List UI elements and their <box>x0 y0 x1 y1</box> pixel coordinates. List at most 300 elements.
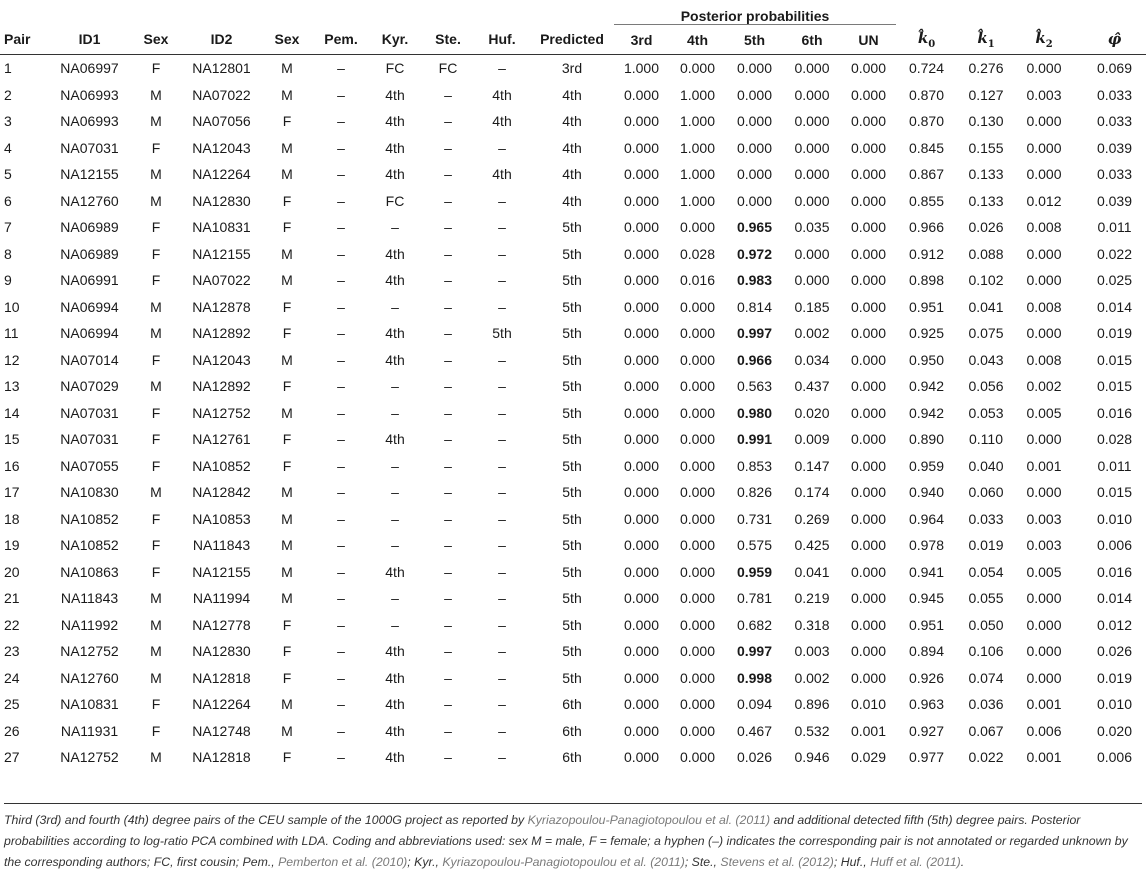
cell-id2: NA12752 <box>192 404 251 421</box>
cell-p5: 0.563 <box>736 378 773 394</box>
cell-pem: – <box>337 696 345 712</box>
cell-kyr: – <box>391 616 399 633</box>
cell-sex2: M <box>281 563 293 580</box>
cell-k2: 0.000 <box>1026 272 1062 288</box>
cell-phi: 0.014 <box>1096 590 1133 606</box>
cell-pair: 19 <box>4 537 20 553</box>
table-row <box>0 108 1146 135</box>
table-row <box>0 55 1146 82</box>
cell-p6: 0.035 <box>794 219 830 235</box>
cell-id1: NA06994 <box>60 325 119 341</box>
cell-p5: 0.682 <box>736 616 773 633</box>
col-header-sex2: Sex <box>260 25 314 55</box>
cell-un: 0.000 <box>850 272 887 288</box>
cell-ste: – <box>444 86 452 103</box>
cell-phi: 0.025 <box>1096 272 1133 288</box>
cell-pair: 18 <box>4 510 20 527</box>
cell-pem: – <box>337 325 345 341</box>
cell-p3: 0.000 <box>623 749 660 765</box>
cell-k1: 0.106 <box>968 643 1004 659</box>
cell-k1: 0.036 <box>968 696 1004 712</box>
cell-id1: NA06991 <box>60 272 119 288</box>
cell-sex2: F <box>282 457 292 474</box>
cell-k0: 0.898 <box>908 272 945 288</box>
cell-sex2: F <box>282 378 292 394</box>
cell-phi: 0.014 <box>1096 298 1133 315</box>
col-header-sex1: Sex <box>129 25 183 55</box>
cell-k0: 0.845 <box>908 139 945 156</box>
cell-id2: NA10852 <box>192 457 251 474</box>
col-header-pair: Pair <box>0 25 50 55</box>
cell-k2: 0.000 <box>1026 590 1062 606</box>
cell-pair: 5 <box>4 166 12 182</box>
cell-un: 0.000 <box>850 484 887 500</box>
cell-p3: 0.000 <box>623 431 660 447</box>
cell-p5: 0.000 <box>736 113 773 129</box>
cell-id1: NA06989 <box>60 245 119 262</box>
cell-sex2: M <box>281 166 293 182</box>
table-row <box>0 532 1146 559</box>
cell-p6: 0.425 <box>794 537 830 553</box>
cell-p3: 0.000 <box>623 616 660 633</box>
cell-p6: 0.000 <box>794 60 830 76</box>
cell-p5: 0.814 <box>736 298 773 315</box>
cell-pem: – <box>337 86 345 103</box>
cell-p5: 0.731 <box>736 510 773 527</box>
cell-p3: 0.000 <box>623 86 660 103</box>
cell-ste: – <box>444 245 452 262</box>
cell-kyr: – <box>391 484 399 500</box>
cell-huf: – <box>498 669 506 686</box>
cell-pred: 5th <box>562 378 582 394</box>
cell-kyr: 4th <box>385 245 405 262</box>
cell-p6: 0.147 <box>794 457 830 474</box>
cell-un: 0.000 <box>850 86 887 103</box>
cell-p4: 1.000 <box>679 192 716 209</box>
cell-id1: NA12752 <box>60 643 119 659</box>
cell-pred: 5th <box>562 272 582 288</box>
cell-p3: 1.000 <box>623 60 660 76</box>
cell-k1: 0.088 <box>968 245 1004 262</box>
cell-kyr: 4th <box>385 722 405 739</box>
cell-p4: 1.000 <box>679 139 716 156</box>
cell-p5: 0.998 <box>736 669 773 686</box>
citation-link[interactable]: Stevens et al. (2012) <box>720 855 834 869</box>
cell-k2: 0.000 <box>1026 669 1062 686</box>
cell-pair: 6 <box>4 192 12 209</box>
cell-k0: 0.942 <box>908 378 945 394</box>
cell-huf: – <box>498 537 506 553</box>
cell-k1: 0.026 <box>968 219 1004 235</box>
cell-k0: 0.926 <box>908 669 945 686</box>
cell-sex1: M <box>150 669 162 686</box>
cell-p4: 0.000 <box>679 696 716 712</box>
cell-huf: – <box>498 510 506 527</box>
cell-id2: NA12842 <box>192 484 251 500</box>
cell-k2: 0.000 <box>1026 139 1062 156</box>
col-header-ste: Ste. <box>422 25 474 55</box>
cell-pred: 5th <box>562 298 582 315</box>
cell-k1: 0.127 <box>968 86 1004 103</box>
citation-link[interactable]: Kyriazopoulou-Panagiotopoulou et al. (2011) <box>442 855 685 869</box>
cell-pem: – <box>337 60 345 76</box>
cell-pair: 27 <box>4 749 20 765</box>
cell-pem: – <box>337 245 345 262</box>
col-header-id1: ID1 <box>50 25 129 55</box>
cell-un: 0.000 <box>850 192 887 209</box>
cell-k0: 0.966 <box>908 219 945 235</box>
cell-sex1: M <box>150 749 162 765</box>
cell-id1: NA07031 <box>60 404 119 421</box>
cell-k0: 0.925 <box>908 325 945 341</box>
cell-sex2: F <box>282 192 292 209</box>
cell-p5: 0.000 <box>736 86 773 103</box>
cell-ste: – <box>444 722 452 739</box>
cell-p3: 0.000 <box>623 457 660 474</box>
cell-pred: 5th <box>562 404 582 421</box>
cell-sex1: M <box>150 484 162 500</box>
cell-id2: NA10831 <box>192 219 251 235</box>
cell-id2: NA07022 <box>192 272 251 288</box>
cell-sex1: F <box>151 351 161 368</box>
cell-id1: NA11843 <box>60 590 119 606</box>
cell-p6: 0.000 <box>794 113 830 129</box>
cell-huf: – <box>498 457 506 474</box>
cell-sex1: M <box>150 192 162 209</box>
cell-pair: 8 <box>4 245 12 262</box>
cell-p4: 0.000 <box>679 590 716 606</box>
cell-ste: – <box>444 431 452 447</box>
cell-sex1: F <box>151 696 161 712</box>
cell-un: 0.000 <box>850 669 887 686</box>
table-row <box>0 214 1146 241</box>
cell-un: 0.000 <box>850 113 887 129</box>
cell-huf: – <box>498 298 506 315</box>
cell-p4: 0.000 <box>679 510 716 527</box>
cell-pem: – <box>337 139 345 156</box>
cell-id2: NA12892 <box>192 378 251 394</box>
cell-pair: 1 <box>4 60 12 76</box>
cell-phi: 0.016 <box>1096 563 1133 580</box>
cell-k1: 0.033 <box>968 510 1004 527</box>
group-header-posterior: Posterior probabilities <box>614 0 896 25</box>
citation-link[interactable]: Kyriazopoulou-Panagiotopoulou et al. (2011) <box>527 813 771 827</box>
group-header-spacer-right <box>896 0 1146 25</box>
cell-k2: 0.000 <box>1026 643 1062 659</box>
cell-phi: 0.015 <box>1096 378 1133 394</box>
cell-pem: – <box>337 272 345 288</box>
cell-id1: NA06993 <box>60 113 119 129</box>
cell-pem: – <box>337 722 345 739</box>
cell-id2: NA12778 <box>192 616 251 633</box>
table-row <box>0 744 1146 771</box>
cell-k0: 0.951 <box>908 616 945 633</box>
cell-p6: 0.174 <box>794 484 830 500</box>
cell-sex1: F <box>151 722 161 739</box>
cell-sex1: F <box>151 457 161 474</box>
cell-phi: 0.026 <box>1096 643 1133 659</box>
cell-pred: 4th <box>562 86 582 103</box>
cell-id1: NA11992 <box>60 616 119 633</box>
cell-p4: 0.000 <box>679 219 716 235</box>
cell-phi: 0.012 <box>1096 616 1133 633</box>
cell-k0: 0.724 <box>908 60 945 76</box>
cell-pair: 2 <box>4 86 12 103</box>
cell-ste: – <box>444 643 452 659</box>
table-row <box>0 373 1146 400</box>
cell-sex1: F <box>151 139 161 156</box>
cell-k1: 0.043 <box>968 351 1004 368</box>
cell-p4: 0.000 <box>679 722 716 739</box>
cell-phi: 0.039 <box>1096 139 1133 156</box>
cell-sex2: M <box>281 510 293 527</box>
cell-id1: NA12752 <box>60 749 119 765</box>
cell-p4: 0.000 <box>679 484 716 500</box>
cell-sex1: F <box>151 510 161 527</box>
cell-sex1: F <box>151 60 161 76</box>
cell-kyr: – <box>391 378 399 394</box>
cell-sex2: F <box>282 643 292 659</box>
cell-kyr: 4th <box>385 669 405 686</box>
cell-sex2: F <box>282 113 292 129</box>
cell-pred: 5th <box>562 351 582 368</box>
cell-pair: 22 <box>4 616 20 633</box>
cell-p4: 1.000 <box>679 166 716 182</box>
cell-huf: – <box>498 616 506 633</box>
cell-pred: 5th <box>562 245 582 262</box>
cell-id2: NA12264 <box>192 166 251 182</box>
cell-p3: 0.000 <box>623 351 660 368</box>
cell-kyr: FC <box>385 192 405 209</box>
cell-huf: – <box>498 272 506 288</box>
cell-sex1: M <box>150 325 162 341</box>
cell-p6: 0.946 <box>794 749 830 765</box>
cell-huf: – <box>498 351 506 368</box>
cell-ste: – <box>444 484 452 500</box>
cell-kyr: 4th <box>385 563 405 580</box>
cell-p4: 0.000 <box>679 404 716 421</box>
cell-sex1: F <box>151 563 161 580</box>
cell-pred: 4th <box>562 113 582 129</box>
cell-huf: 4th <box>492 113 512 129</box>
cell-pem: – <box>337 590 345 606</box>
cell-huf: – <box>498 219 506 235</box>
cell-p6: 0.002 <box>794 669 830 686</box>
cell-k0: 0.950 <box>908 351 945 368</box>
cell-p4: 0.000 <box>679 378 716 394</box>
cell-id1: NA10852 <box>60 510 119 527</box>
cell-p6: 0.269 <box>794 510 830 527</box>
cell-k0: 0.870 <box>908 86 945 103</box>
cell-phi: 0.006 <box>1096 537 1133 553</box>
table-row <box>0 638 1146 665</box>
cell-pair: 3 <box>4 113 12 129</box>
cell-k1: 0.019 <box>968 537 1004 553</box>
cell-un: 0.001 <box>850 722 887 739</box>
cell-p3: 0.000 <box>623 378 660 394</box>
cell-ste: – <box>444 219 452 235</box>
col-header-5th: 5th <box>726 25 783 55</box>
cell-ste: – <box>444 351 452 368</box>
table-row <box>0 612 1146 639</box>
cell-k2: 0.000 <box>1026 113 1062 129</box>
cell-id2: NA11994 <box>192 590 251 606</box>
cell-pem: – <box>337 563 345 580</box>
cell-huf: – <box>498 590 506 606</box>
cell-p5: 0.000 <box>736 60 773 76</box>
table-row <box>0 559 1146 586</box>
cell-sex2: F <box>282 219 292 235</box>
cell-k1: 0.276 <box>968 60 1004 76</box>
col-header-phi: φ̂ <box>1073 25 1146 55</box>
cell-un: 0.000 <box>850 563 887 580</box>
cell-un: 0.010 <box>850 696 887 712</box>
cell-id2: NA12878 <box>192 298 251 315</box>
cell-k2: 0.005 <box>1026 404 1062 421</box>
cell-kyr: – <box>391 590 399 606</box>
cell-phi: 0.010 <box>1096 510 1133 527</box>
cell-id2: NA11843 <box>192 537 251 553</box>
table-body <box>0 55 1146 771</box>
cell-un: 0.000 <box>850 404 887 421</box>
cell-kyr: 4th <box>385 113 405 129</box>
cell-id1: NA07055 <box>60 457 119 474</box>
cell-k1: 0.155 <box>968 139 1004 156</box>
cell-id1: NA12760 <box>60 669 119 686</box>
cell-un: 0.000 <box>850 139 887 156</box>
cell-sex1: M <box>150 166 162 182</box>
cell-sex2: M <box>281 537 293 553</box>
cell-k1: 0.054 <box>968 563 1004 580</box>
cell-pred: 4th <box>562 166 582 182</box>
cell-p3: 0.000 <box>623 298 660 315</box>
cell-k0: 0.978 <box>908 537 945 553</box>
cell-p4: 0.000 <box>679 431 716 447</box>
table-row <box>0 241 1146 268</box>
citation-link[interactable]: Huff et al. (2011) <box>870 855 961 869</box>
cell-ste: – <box>444 192 452 209</box>
col-header-pem: Pem. <box>314 25 368 55</box>
cell-pred: 5th <box>562 590 582 606</box>
cell-ste: – <box>444 139 452 156</box>
cell-un: 0.000 <box>850 643 887 659</box>
cell-id1: NA06997 <box>60 60 119 76</box>
cell-k2: 0.012 <box>1026 192 1062 209</box>
cell-huf: – <box>498 696 506 712</box>
cell-pem: – <box>337 378 345 394</box>
cell-pair: 24 <box>4 669 20 686</box>
cell-phi: 0.033 <box>1096 166 1133 182</box>
cell-k1: 0.074 <box>968 669 1004 686</box>
cell-p6: 0.000 <box>794 139 830 156</box>
cell-p4: 0.000 <box>679 643 716 659</box>
cell-phi: 0.010 <box>1096 696 1133 712</box>
cell-phi: 0.011 <box>1097 457 1132 474</box>
cell-phi: 0.011 <box>1097 219 1132 235</box>
cell-phi: 0.028 <box>1096 431 1133 447</box>
cell-k2: 0.003 <box>1026 537 1062 553</box>
cell-id2: NA12818 <box>192 669 251 686</box>
cell-sex1: F <box>151 537 161 553</box>
cell-id1: NA06993 <box>60 86 119 103</box>
cell-pem: – <box>337 351 345 368</box>
cell-p5: 0.000 <box>736 139 773 156</box>
col-header-k1: $k̂_1$ <box>957 25 1015 55</box>
cell-ste: – <box>444 696 452 712</box>
cell-kyr: 4th <box>385 325 405 341</box>
cell-pem: – <box>337 166 345 182</box>
cell-un: 0.000 <box>850 378 887 394</box>
table-row <box>0 426 1146 453</box>
cell-p5: 0.997 <box>736 325 773 341</box>
cell-sex2: M <box>281 696 293 712</box>
cell-pair: 15 <box>4 431 20 447</box>
cell-id2: NA12155 <box>192 245 251 262</box>
cell-p5: 0.983 <box>736 272 773 288</box>
cell-huf: – <box>498 192 506 209</box>
cell-k0: 0.963 <box>908 696 945 712</box>
cell-sex2: F <box>282 325 292 341</box>
cell-pem: – <box>337 616 345 633</box>
cell-pair: 9 <box>4 272 12 288</box>
cell-kyr: – <box>391 537 399 553</box>
cell-ste: FC <box>438 60 458 76</box>
cell-kyr: – <box>391 404 399 421</box>
cell-k0: 0.964 <box>908 510 945 527</box>
cell-sex1: M <box>150 378 162 394</box>
cell-k1: 0.133 <box>968 166 1004 182</box>
cell-p3: 0.000 <box>623 696 660 712</box>
cell-p3: 0.000 <box>623 245 660 262</box>
cell-k1: 0.055 <box>968 590 1004 606</box>
cell-pred: 5th <box>562 669 582 686</box>
cell-kyr: – <box>391 457 399 474</box>
citation-link[interactable]: Pemberton et al. (2010) <box>278 855 408 869</box>
cell-p3: 0.000 <box>623 643 660 659</box>
cell-sex2: M <box>281 139 293 156</box>
cell-pair: 20 <box>4 563 20 580</box>
cell-pred: 4th <box>562 192 582 209</box>
cell-id1: NA10852 <box>60 537 119 553</box>
cell-pem: – <box>337 457 345 474</box>
cell-id1: NA07014 <box>60 351 119 368</box>
col-header-3rd: 3rd <box>614 25 669 55</box>
cell-pred: 5th <box>562 457 582 474</box>
cell-id1: NA06989 <box>60 219 119 235</box>
cell-sex1: F <box>151 404 161 421</box>
cell-un: 0.000 <box>850 298 887 315</box>
cell-p5: 0.980 <box>736 404 773 421</box>
cell-pem: – <box>337 643 345 659</box>
cell-p6: 0.219 <box>794 590 830 606</box>
cell-un: 0.000 <box>850 537 887 553</box>
col-header-huf: Huf. <box>474 25 530 55</box>
cell-p3: 0.000 <box>623 510 660 527</box>
cell-k1: 0.133 <box>968 192 1004 209</box>
cell-p3: 0.000 <box>623 484 660 500</box>
cell-kyr: – <box>391 510 399 527</box>
cell-p5: 0.467 <box>736 722 773 739</box>
cell-pem: – <box>337 298 345 315</box>
cell-sex1: M <box>150 298 162 315</box>
cell-k0: 0.867 <box>908 166 945 182</box>
cell-ste: – <box>444 378 452 394</box>
cell-p3: 0.000 <box>623 139 660 156</box>
cell-p5: 0.000 <box>736 166 773 182</box>
cell-p4: 0.000 <box>679 616 716 633</box>
cell-phi: 0.020 <box>1096 722 1133 739</box>
cell-p3: 0.000 <box>623 404 660 421</box>
